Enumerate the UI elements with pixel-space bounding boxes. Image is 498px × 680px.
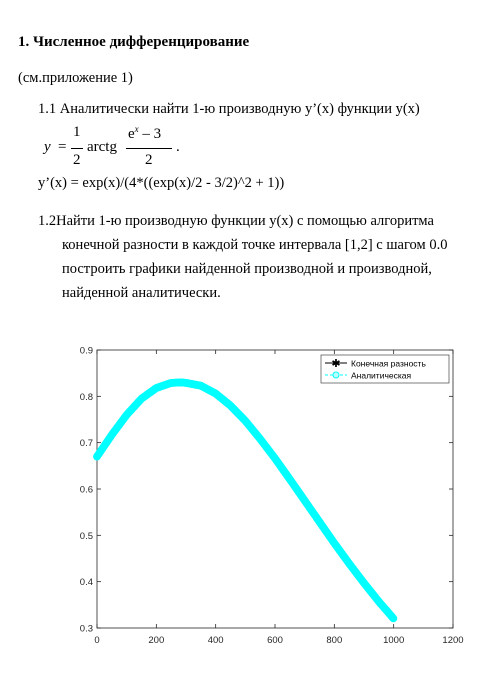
- section-heading: 1. Численное дифференцирование: [18, 34, 250, 50]
- task-1-2-line-2: конечной разности в каждой точке интервала [1,2] с шагом 0.0: [62, 237, 448, 253]
- y-tick-label: 0.9: [79, 345, 93, 357]
- formula-num-rest: – 3: [138, 126, 162, 142]
- formula-coef-num: 1: [73, 124, 81, 140]
- y-tick-label: 0.6: [79, 484, 93, 496]
- appendix-reference: (см.приложение 1): [18, 70, 133, 86]
- x-tick-label: 600: [267, 635, 283, 646]
- legend-label-finite-difference: Конечная разность: [351, 358, 426, 369]
- legend-label-analytic: Аналитическая: [351, 370, 412, 381]
- task-1-2-line-4: найденной аналитически.: [62, 285, 221, 301]
- y-tick-label: 0.5: [79, 530, 93, 542]
- y-tick-label: 0.4: [79, 577, 93, 589]
- formula-num-exp: x: [134, 124, 139, 134]
- formula-num: [128, 124, 161, 143]
- formula-coef-bar: [71, 148, 83, 149]
- formula-func: arctg: [87, 139, 117, 155]
- x-tick-label: 200: [148, 635, 165, 646]
- formula-end: .: [176, 139, 180, 155]
- y-tick-label: 0.3: [79, 623, 93, 635]
- task-1-2-line-3: построить графики найденной производной и производной,: [62, 261, 432, 277]
- x-tick-label: 400: [207, 635, 224, 646]
- legend-marker-analytic: [333, 372, 339, 378]
- x-tick-label: 1200: [442, 635, 464, 646]
- y-tick-label: 0.7: [79, 438, 93, 450]
- x-tick-label: 1000: [383, 635, 405, 646]
- task-1-1: 1.1 Аналитически найти 1-ю производную y’(x) функции y(x): [38, 101, 420, 117]
- formula-coef-den: 2: [73, 152, 81, 168]
- formula-num-base: e: [128, 126, 135, 142]
- x-tick-label: 0: [94, 635, 100, 646]
- legend-marker-finite-difference: ✱: [331, 358, 341, 370]
- formula-frac-den: 2: [145, 152, 153, 168]
- formula-lhs: y: [44, 139, 51, 155]
- formula: [40, 122, 240, 178]
- derivative-expression: y’(x) = exp(x)/(4*((exp(x)/2 - 3/2)^2 + 1)): [38, 175, 285, 191]
- formula-eq: =: [58, 139, 67, 155]
- x-tick-label: 800: [326, 635, 343, 646]
- derivative-chart: [70, 340, 480, 665]
- task-1-2-line-1: 1.2Найти 1-ю производную функции y(x) с помощью алгоритма: [38, 213, 434, 229]
- y-tick-label: 0.8: [79, 391, 93, 403]
- formula-frac-bar: [126, 148, 172, 149]
